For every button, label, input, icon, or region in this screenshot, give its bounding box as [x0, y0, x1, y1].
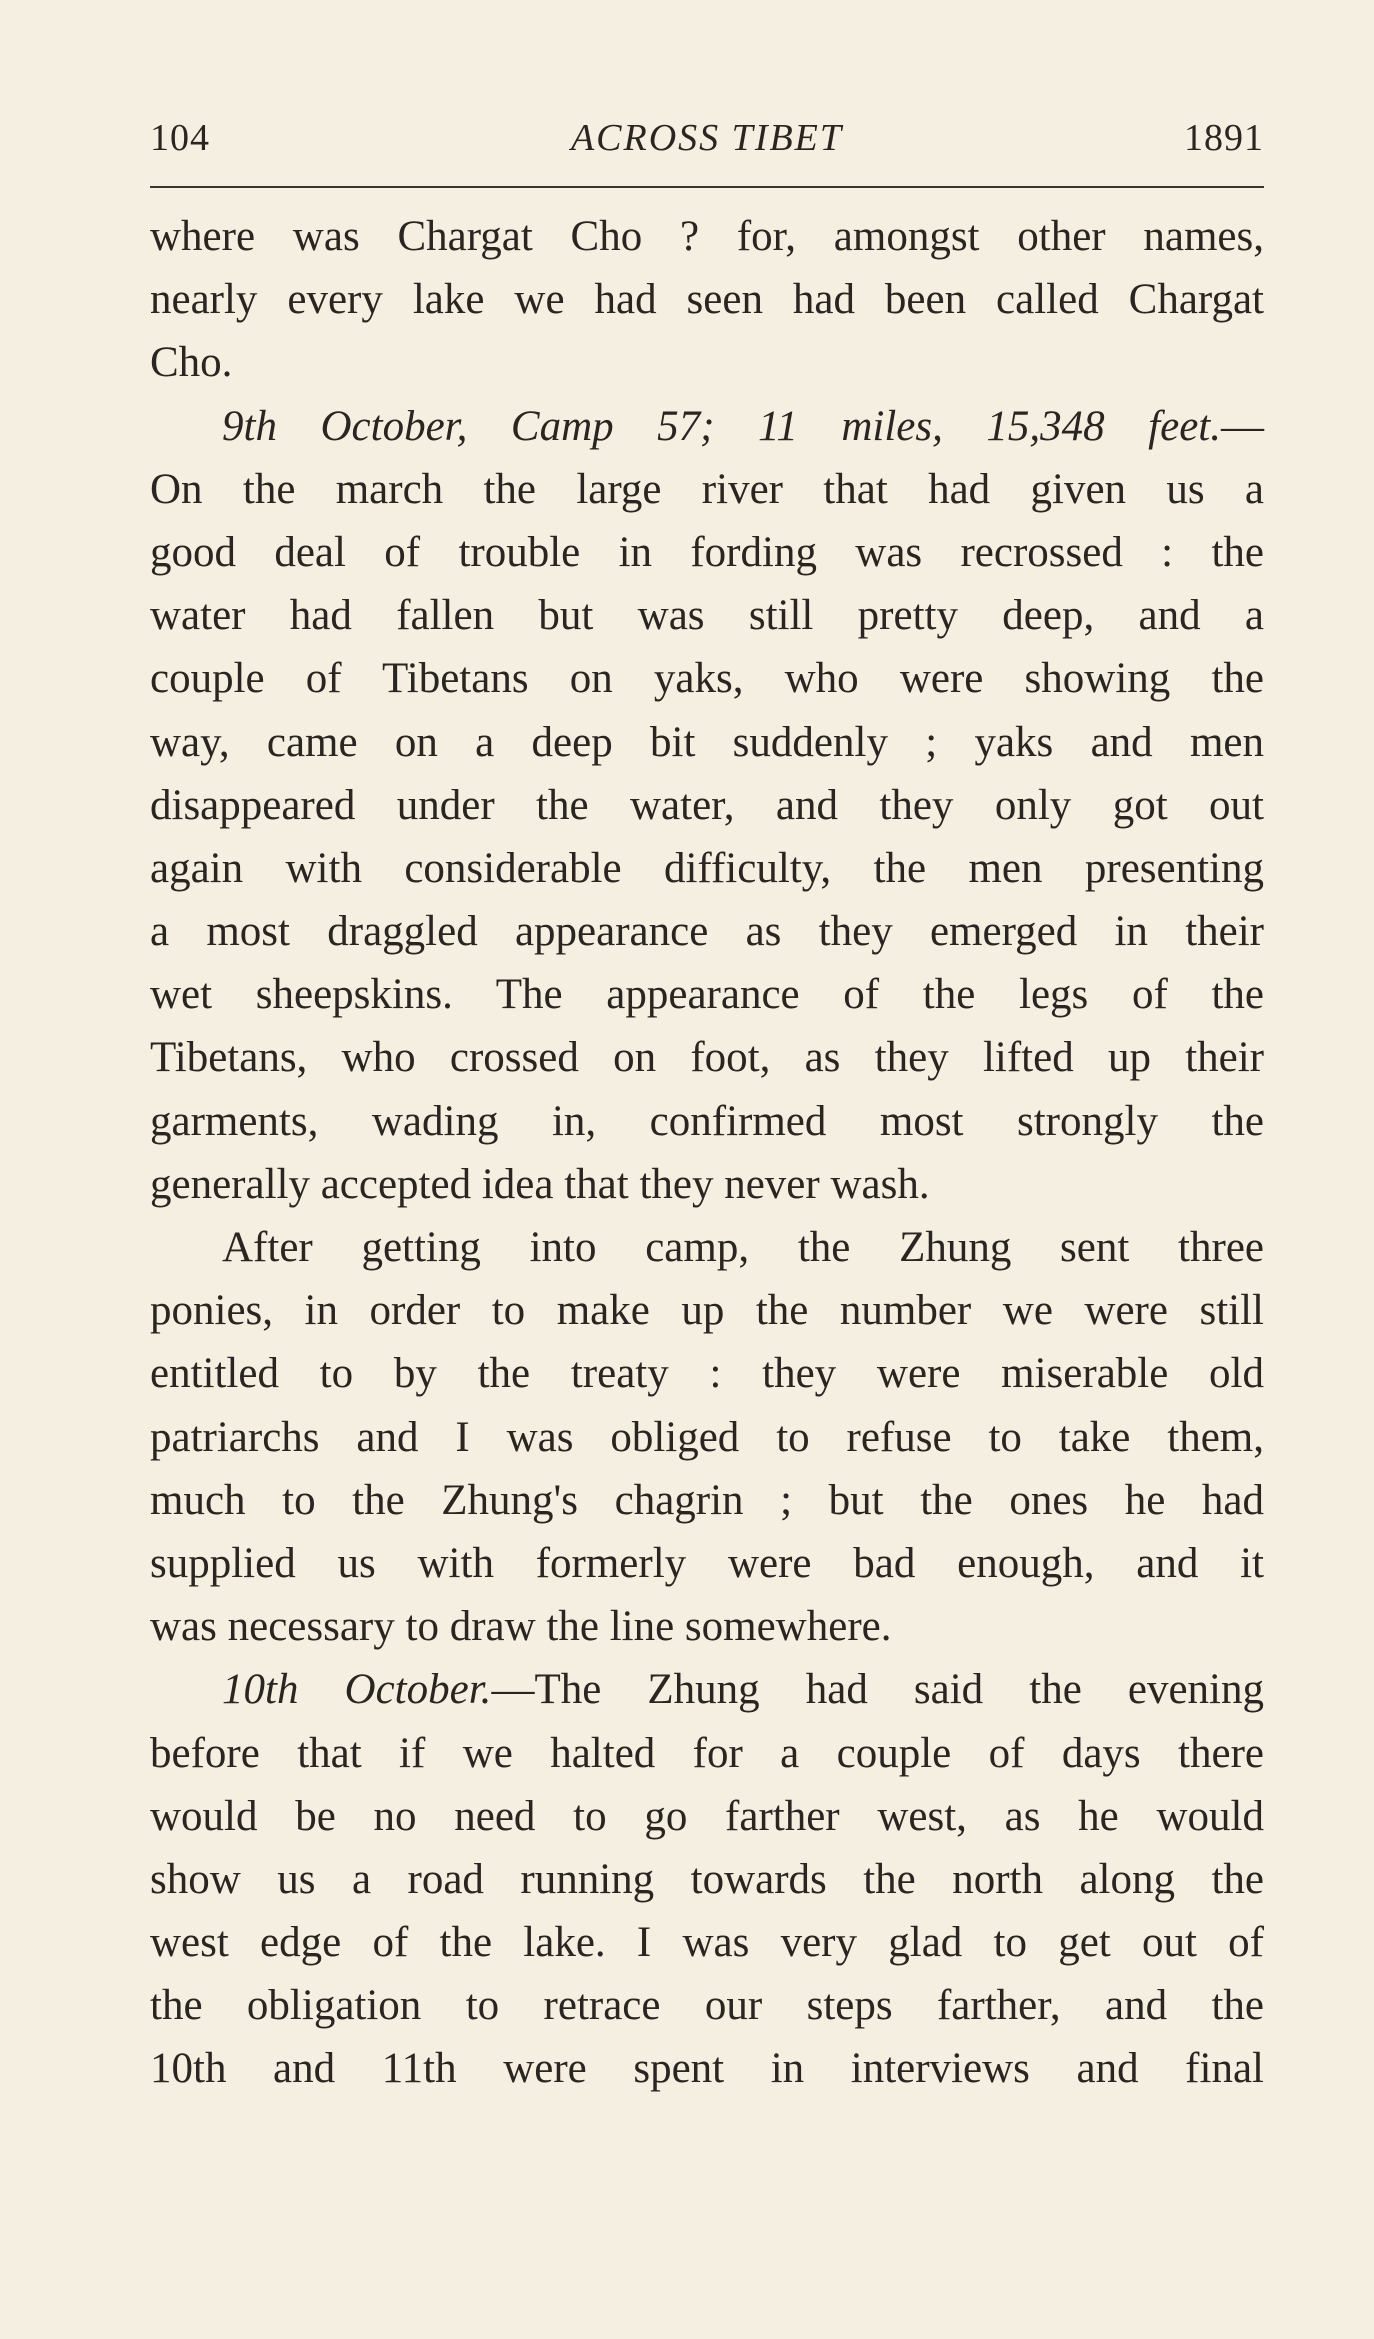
header-rule [150, 186, 1264, 188]
entry-date-9th-october: 9th October, Camp 57; 11 miles, 15,348 feet. [222, 402, 1221, 450]
text-line-21: much to the Zhung's chagrin ; but the ones he had [150, 1476, 1264, 1524]
text-line-26: would be no need to go farther west, as he would [150, 1792, 1264, 1840]
text-line-16: generally accepted idea that they never wash. [150, 1160, 930, 1208]
page-header [150, 108, 1264, 168]
text-line-14: Tibetans, who crossed on foot, as they lifted up their [150, 1034, 1264, 1082]
text-line-15: garments, wading in, confirmed most strongly the [150, 1097, 1264, 1145]
body-text [150, 205, 1264, 2101]
text-line-19: entitled to by the treaty : they were miserable old [150, 1350, 1264, 1398]
text-line-5: On the march the large river that had given us a [150, 465, 1264, 513]
entry-dash: — [1221, 402, 1264, 450]
text-line-11: again with considerable difficulty, the men presenting [150, 844, 1264, 892]
text-line-7: water had fallen but was still pretty deep, and a [150, 592, 1264, 640]
text-line-25: before that if we halted for a couple of days there [150, 1729, 1264, 1777]
text-line-9: way, came on a deep bit suddenly ; yaks and men [150, 718, 1264, 766]
running-title: ACROSS TIBET [570, 117, 844, 159]
text-line-22: supplied us with formerly were bad enough, and it [150, 1539, 1264, 1587]
text-line-10: disappeared under the water, and they only got out [150, 781, 1264, 829]
entry-heading-10th-october [150, 1658, 1264, 1721]
header-year: 1891 [1184, 117, 1264, 159]
text-line-12: a most draggled appearance as they emerged in their [150, 908, 1264, 956]
text-line-27: show us a road running towards the north along the [150, 1855, 1264, 1903]
text-line-17: After getting into camp, the Zhung sent three [222, 1224, 1264, 1271]
text-line-3: Cho. [150, 339, 233, 387]
entry-heading-9th-october [150, 395, 1264, 458]
text-line-23: was necessary to draw the line somewhere. [150, 1603, 892, 1651]
text-line-6: good deal of trouble in fording was recrossed : the [150, 528, 1264, 576]
text-line-1: where was Chargat Cho ? for, amongst other names, [150, 213, 1264, 260]
text-line-2: nearly every lake we had seen had been called Chargat [150, 276, 1264, 324]
text-line-8: couple of Tibetans on yaks, who were showing the [150, 655, 1264, 703]
text-line-20: patriarchs and I was obliged to refuse to take them, [150, 1413, 1264, 1461]
text-line-30: 10th and 11th were spent in interviews and final [150, 2045, 1264, 2093]
text-line-18: ponies, in order to make up the number we were still [150, 1287, 1264, 1335]
text-line-29: the obligation to retrace our steps farther, and the [150, 1982, 1264, 2030]
text-line-13: wet sheepskins. The appearance of the legs of the [150, 971, 1264, 1019]
page-number: 104 [150, 117, 210, 159]
entry-heading-text: —The Zhung had said the evening [491, 1666, 1264, 1714]
text-line-28: west edge of the lake. I was very glad to get out of [150, 1919, 1264, 1967]
entry-date-10th-october: 10th October. [222, 1666, 492, 1714]
